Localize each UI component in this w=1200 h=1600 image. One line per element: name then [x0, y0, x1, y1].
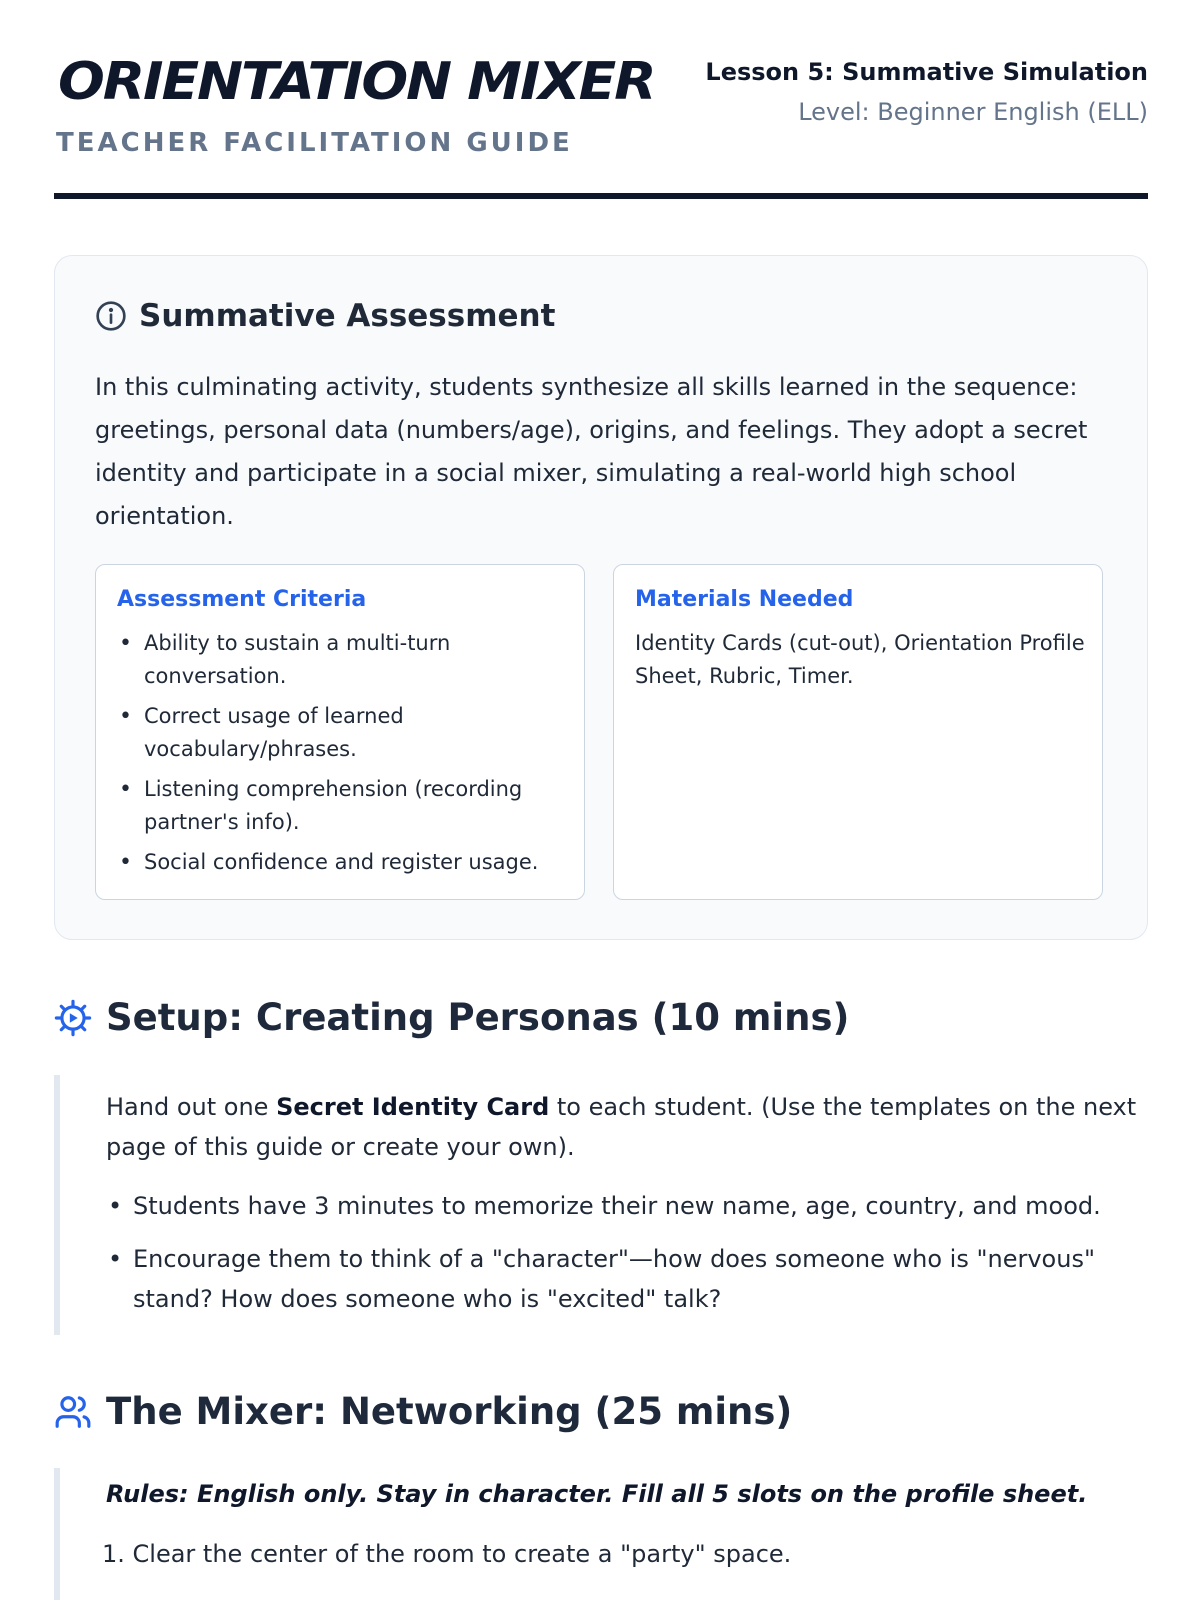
- page-subtitle: TEACHER FACILITATION GUIDE: [56, 128, 573, 158]
- materials-card: [613, 564, 1103, 900]
- level-label: Level: Beginner English (ELL): [798, 98, 1148, 126]
- setup-title: Setup: Creating Personas (10 mins): [106, 996, 850, 1039]
- setup-body: [54, 1075, 1148, 1335]
- page-header: [54, 0, 1148, 200]
- summary-title: Summative Assessment: [139, 298, 556, 334]
- setup-intro-bold: Secret Identity Card: [276, 1093, 550, 1121]
- list-item: • Encourage them to think of a "character"—how does someone who is "nervous" stand? How does someone who is "excited" talk?: [106, 1239, 1146, 1319]
- info-icon: [95, 300, 127, 332]
- setup-intro: [106, 1087, 1146, 1167]
- page-title: ORIENTATION MIXER: [58, 52, 655, 112]
- mixer-rules: Rules: English only. Stay in character. Fill all 5 slots on the profile sheet.: [106, 1480, 1088, 1508]
- list-item: • Social confidence and register usage.: [117, 846, 567, 879]
- setup-list: [106, 1186, 1146, 1332]
- list-item: • Listening comprehension (recording partner's info).: [117, 773, 567, 839]
- setup-intro-tail: to each student. (Use the templates on the next page of this guide or create your own).: [106, 1093, 1137, 1161]
- criteria-list: [117, 627, 567, 886]
- summary-text: In this culminating activity, students synthesize all skills learned in the sequence: greetings, personal data (numbers/age), origins, and feelings. They adopt a secret identity and participate in a social mixer, simulating a real-world high school orientation.: [95, 373, 1088, 530]
- guide-page: [54, 0, 1148, 1568]
- mixer-step-1: 1. Clear the center of the room to create a "party" space.: [102, 1540, 792, 1568]
- list-item: • Correct usage of learned vocabulary/phrases.: [117, 700, 567, 766]
- summary-heading: [95, 298, 555, 334]
- mixer-title: The Mixer: Networking (25 mins): [106, 1390, 793, 1433]
- setup-intro-lead: Hand out one: [106, 1093, 277, 1121]
- summary-box: [54, 255, 1148, 940]
- mixer-heading: [54, 1390, 792, 1433]
- mixer-body: [54, 1468, 1148, 1600]
- materials-text: Identity Cards (cut-out), Orientation Profile Sheet, Rubric, Timer.: [635, 631, 1085, 688]
- setup-heading: [54, 996, 849, 1039]
- lesson-label: Lesson 5: Summative Simulation: [705, 58, 1148, 86]
- criteria-card: [95, 564, 585, 900]
- header-divider: [54, 193, 1148, 199]
- users-icon: [54, 1393, 92, 1431]
- materials-title: Materials Needed: [635, 587, 854, 612]
- criteria-title: Assessment Criteria: [117, 587, 367, 612]
- list-item: • Ability to sustain a multi-turn conversation.: [117, 627, 567, 693]
- gear-icon: [54, 999, 92, 1037]
- list-item: • Students have 3 minutes to memorize their new name, age, country, and mood.: [106, 1186, 1146, 1226]
